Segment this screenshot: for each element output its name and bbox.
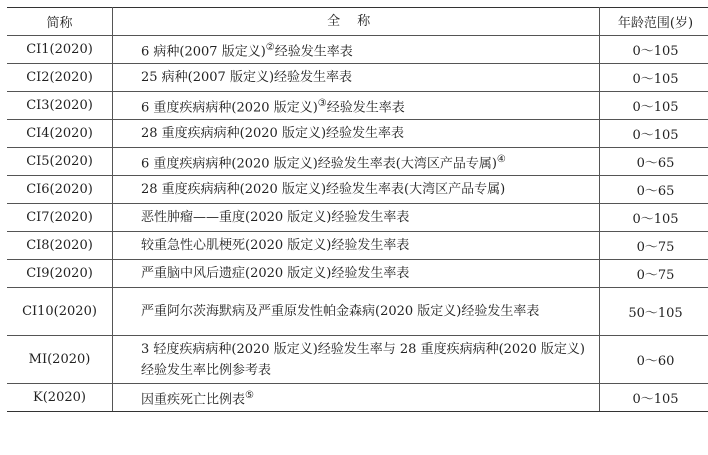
row-abbr: CI1(2020) [7,36,113,64]
table-row [7,204,708,232]
header-full-name: 全 称 [113,8,600,36]
table-row [7,288,708,336]
row-abbr: CI9(2020) [7,260,113,288]
row-abbr: CI3(2020) [7,92,113,120]
row-abbr: MI(2020) [7,336,113,384]
row-age-range: 0～60 [600,336,708,384]
row-age-range: 0～105 [600,64,708,92]
table-row [7,176,708,204]
row-full-name: 3 轻度疾病病种(2020 版定义)经验发生率与 28 重度疾病病种(2020 版定义)经验发生率比例参考表 [113,336,600,384]
row-abbr: CI7(2020) [7,204,113,232]
rates-table [7,7,708,412]
row-age-range: 0～105 [600,204,708,232]
table-row [7,384,708,412]
row-full-name: 28 重度疾病病种(2020 版定义)经验发生率表 [113,120,600,148]
table-row [7,36,708,64]
row-abbr: CI4(2020) [7,120,113,148]
table-row [7,64,708,92]
row-full-name [113,36,600,64]
footnote-marker: ③ [317,97,327,109]
row-name-text: 因重疾死亡比例表 [141,392,246,408]
row-abbr: CI10(2020) [7,288,113,336]
row-full-name: 28 重度疾病病种(2020 版定义)经验发生率表(大湾区产品专属) [113,176,600,204]
row-full-name: 严重阿尔茨海默病及严重原发性帕金森病(2020 版定义)经验发生率表 [113,288,600,336]
row-full-name: 恶性肿瘤——重度(2020 版定义)经验发生率表 [113,204,600,232]
table-row [7,120,708,148]
row-full-name [113,384,600,412]
footnote-marker: ④ [496,153,506,165]
row-full-name: 25 病种(2007 版定义)经验发生率表 [113,64,600,92]
row-age-range: 0～105 [600,92,708,120]
row-name-text: 6 重度疾病病种(2020 版定义)经验发生率表(大湾区产品专属) [141,156,497,172]
row-age-range: 0～75 [600,232,708,260]
row-abbr: CI6(2020) [7,176,113,204]
table-row [7,148,708,176]
row-age-range: 0～65 [600,176,708,204]
footnote-marker: ② [265,41,275,53]
row-age-range: 0～105 [600,384,708,412]
header-abbr: 简称 [7,8,113,36]
row-abbr: K(2020) [7,384,113,412]
row-age-range: 0～65 [600,148,708,176]
row-full-name: 严重脑中风后遗症(2020 版定义)经验发生率表 [113,260,600,288]
row-full-name [113,148,600,176]
table-row [7,92,708,120]
row-age-range: 0～105 [600,36,708,64]
row-name-text: 6 重度疾病病种(2020 版定义) [141,100,318,116]
row-abbr: CI2(2020) [7,64,113,92]
table-row [7,232,708,260]
footnote-marker: ⑤ [245,389,254,401]
row-abbr: CI8(2020) [7,232,113,260]
row-full-name [113,92,600,120]
row-name-text-after: 经验发生率表 [326,100,405,116]
table-row [7,260,708,288]
row-name-text: 6 病种(2007 版定义) [141,44,266,60]
row-name-text-after: 经验发生率表 [274,44,353,60]
header-age-range: 年龄范围(岁) [600,8,708,36]
row-abbr: CI5(2020) [7,148,113,176]
row-age-range: 0～105 [600,120,708,148]
row-age-range: 0～75 [600,260,708,288]
table-header-row [7,8,708,36]
row-full-name: 较重急性心肌梗死(2020 版定义)经验发生率表 [113,232,600,260]
table-row [7,336,708,384]
row-age-range: 50～105 [600,288,708,336]
